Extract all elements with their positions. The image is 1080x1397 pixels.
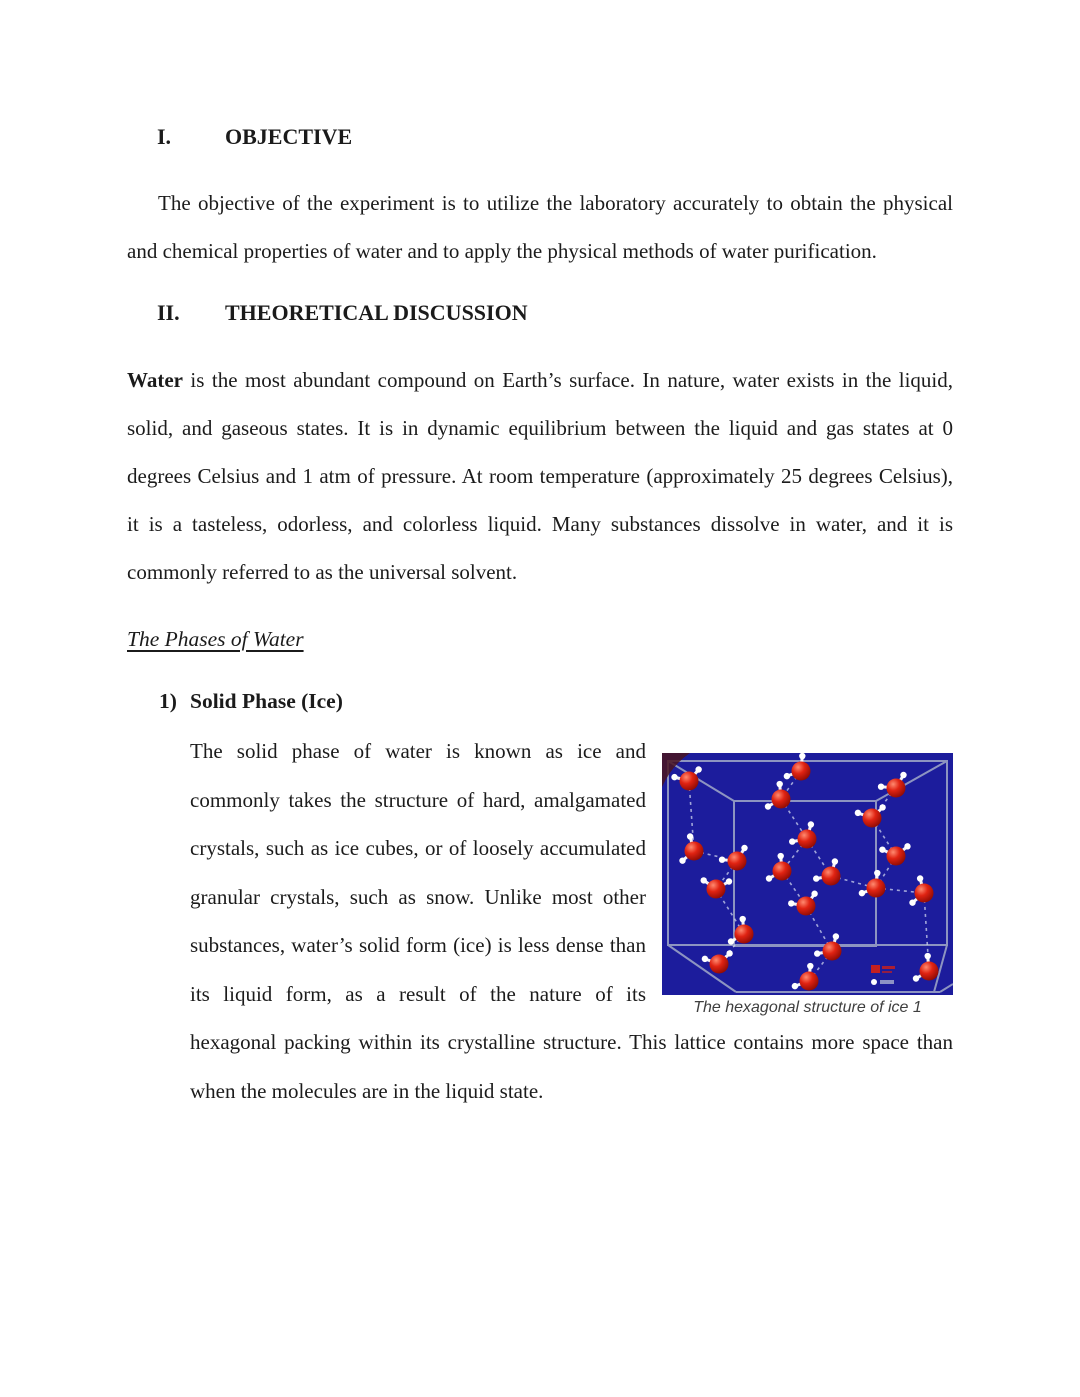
solid-phase-body: [190, 727, 953, 1115]
list-item-solid-phase-heading: [159, 691, 953, 712]
section-heading-discussion: [157, 302, 953, 324]
solid-phase-paragraph: The solid phase of water is known as ice and commonly takes the structure of hard, amalgamated crystals, such as ice cubes, or of loosely accumulated granular crystals, such as snow. Unlike most other substances, water’s solid form (ice) is less dense than its liquid form, as a result of the nature of its hexagonal packing within its crystalline structure. This lattice contains more space than when the molecules are in the liquid state.: [190, 739, 953, 1103]
water-lead-word: Water: [127, 368, 183, 392]
figure-caption: The hexagonal structure of ice 1: [693, 999, 922, 1016]
section-title: THEORETICAL DISCUSSION: [225, 300, 528, 325]
subheading-phases-of-water: The Phases of Water: [127, 627, 304, 651]
section-heading-objective: [157, 126, 953, 148]
ice-structure-image: [662, 753, 953, 995]
list-item-title: Solid Phase (Ice): [190, 689, 343, 713]
section-title: OBJECTIVE: [225, 124, 353, 149]
section-number: II.: [157, 300, 180, 325]
ice-structure-figure: [662, 753, 953, 1016]
section-number: I.: [157, 124, 172, 149]
objective-paragraph: The objective of the experiment is to utilize the laboratory accurately to obtain the physical and chemical properties of water and to apply the physical methods of water purification.: [127, 191, 953, 263]
document-content: [127, 126, 953, 1115]
water-paragraph: [127, 356, 953, 596]
list-item-number: 1): [159, 689, 177, 713]
water-paragraph-rest: is the most abundant compound on Earth’s surface. In nature, water exists in the liquid, solid, and gaseous states. It is in dynamic equilibrium between the liquid and gas states at 0 degrees Celsius and 1 atm of pressure. At room temperature (approximately 25 degrees Celsius), it is a tasteless, odorless, and colorless liquid. Many substances dissolve in water, and it is commonly referred to as the universal solvent.: [127, 368, 953, 584]
